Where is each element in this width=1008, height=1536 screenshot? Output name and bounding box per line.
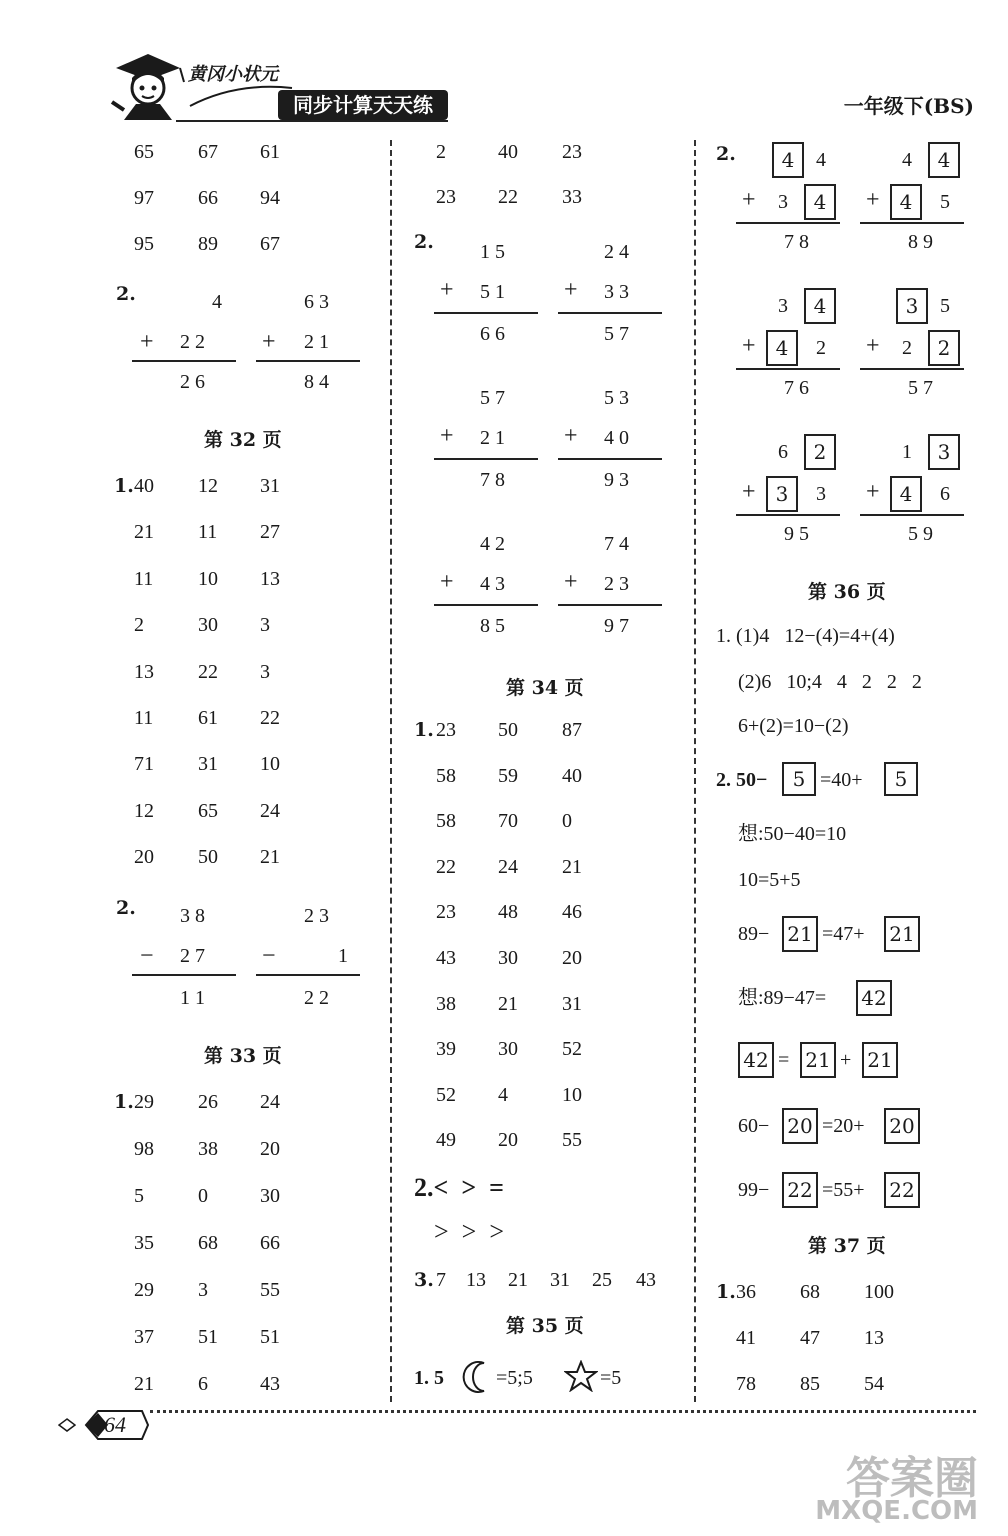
sum-line xyxy=(860,368,964,370)
sum: 8 9 xyxy=(908,231,933,253)
addend-top: 1 5 xyxy=(480,241,505,263)
digit: 6 xyxy=(778,441,788,463)
sum-line xyxy=(434,458,538,460)
answer-cell: 33 xyxy=(562,186,582,208)
addend-bottom: 3 3 xyxy=(604,281,629,303)
operator: + xyxy=(564,569,578,595)
answer-cell: 51 xyxy=(260,1326,280,1348)
column-divider xyxy=(694,140,696,1402)
digit: 4 xyxy=(902,149,912,171)
logo-title: 黄冈小状元 xyxy=(188,64,278,85)
page-heading: 第 35 页 xyxy=(506,1315,584,1337)
operator: − xyxy=(262,943,276,969)
addend-bottom: 5 1 xyxy=(480,281,505,303)
answer-box: 3 xyxy=(896,288,928,324)
answer-cell: 40 xyxy=(562,764,582,787)
sum-line xyxy=(434,312,538,314)
answer-line: 6+(2)=10−(2) xyxy=(738,715,849,737)
answer-cell: 23 xyxy=(436,901,456,924)
answer-cell: 21 xyxy=(498,992,518,1015)
answer-box: 4 xyxy=(890,476,922,512)
answer-cell: 52 xyxy=(562,1038,582,1061)
difference-line xyxy=(256,974,360,976)
sum-line xyxy=(558,312,662,314)
answer-text: =5 xyxy=(600,1367,622,1389)
answer-box: 2 xyxy=(928,330,960,366)
answer-cell: 21 xyxy=(260,846,280,869)
question-label: 1. xyxy=(114,1091,134,1113)
operator: − xyxy=(140,943,154,969)
minuend: 2 3 xyxy=(304,905,329,927)
answer-cell: 22 xyxy=(498,186,518,208)
answer-cell: 58 xyxy=(436,810,456,833)
watermark-url: MXQE.COM xyxy=(815,1496,978,1526)
subtrahend: 1 xyxy=(338,945,348,967)
answer-cell: 39 xyxy=(436,1038,456,1061)
answer-cell: 50 xyxy=(198,846,218,869)
answer-cell: 21 xyxy=(562,855,582,878)
answer-cell: 31 xyxy=(562,992,582,1015)
answer-box: 2 xyxy=(804,434,836,470)
page-heading: 第 37 页 xyxy=(808,1235,886,1257)
answer-cell: 98 xyxy=(134,1138,154,1160)
answer-cell: 2 xyxy=(134,614,144,637)
digit: 5 xyxy=(940,191,950,213)
sum-line xyxy=(558,604,662,606)
question-label: 1. xyxy=(414,719,434,741)
sum-line xyxy=(736,368,840,370)
answer-cell: 23 xyxy=(562,141,582,163)
answer-box: 21 xyxy=(782,916,818,952)
equation-text: = xyxy=(778,1049,790,1071)
answer-cell: 31 xyxy=(198,753,218,776)
answer-cell: 22 xyxy=(198,660,218,683)
operator: + xyxy=(440,423,454,449)
answer-cell: 65 xyxy=(198,799,218,822)
answer-cell: 68 xyxy=(198,1232,218,1254)
answer-box: 21 xyxy=(862,1042,898,1078)
addend-top: 7 4 xyxy=(604,533,629,555)
answer-cell: 11 xyxy=(198,521,218,544)
answer-cell: 55 xyxy=(562,1129,582,1152)
star-icon xyxy=(564,1360,598,1392)
sum-line xyxy=(558,458,662,460)
answer-cell: 85 xyxy=(800,1373,820,1395)
operator: + xyxy=(742,479,756,505)
answer-cell: 23 xyxy=(436,186,456,208)
answer-box: 42 xyxy=(738,1042,774,1078)
equation-text: =40+ xyxy=(820,769,863,791)
answer-box: 5 xyxy=(884,762,918,796)
equation-text: =20+ xyxy=(822,1115,865,1137)
subtrahend: 2 7 xyxy=(180,945,205,967)
answer-cell: 11 xyxy=(134,707,154,729)
answer-line: 1. (1)4 12−(4)=4+(4) xyxy=(716,625,895,647)
answer-cell: 61 xyxy=(198,707,218,729)
answer-box: 5 xyxy=(782,762,816,796)
answer-cell: 3 xyxy=(260,614,270,637)
sum-line xyxy=(256,360,360,362)
answer-cell: 70 xyxy=(498,810,518,833)
digit: 2 xyxy=(816,337,826,359)
answer-text: =5;5 xyxy=(496,1367,533,1389)
moon-icon xyxy=(462,1360,494,1394)
difference: 2 2 xyxy=(304,987,329,1009)
addend-top: 4 2 xyxy=(480,533,505,555)
question-label: 2. xyxy=(716,143,736,165)
digit: 3 xyxy=(778,295,788,317)
answer-box: 42 xyxy=(856,980,892,1016)
answer-cell: 30 xyxy=(260,1185,280,1207)
answer-box: 4 xyxy=(928,142,960,178)
answer-cell: 31 xyxy=(550,1269,570,1291)
answer-cell: 78 xyxy=(736,1373,756,1395)
addend-top: 6 3 xyxy=(304,291,329,313)
answer-cell: 40 xyxy=(498,141,518,163)
addend-top: 5 3 xyxy=(604,387,629,409)
addend-top: 2 4 xyxy=(604,241,629,263)
operator: + xyxy=(140,329,154,355)
answer-box: 3 xyxy=(928,434,960,470)
answer-cell: 20 xyxy=(498,1129,518,1152)
sum: 7 8 xyxy=(480,469,505,491)
answer-cell: 20 xyxy=(260,1138,280,1160)
addend-bottom: 4 0 xyxy=(604,427,629,449)
mascot-icon xyxy=(106,50,190,124)
operator: + xyxy=(742,333,756,359)
answer-cell: 2 xyxy=(436,141,446,163)
sum: 5 7 xyxy=(604,323,629,345)
question-label: 1. xyxy=(114,475,134,497)
answer-cell: 24 xyxy=(498,855,518,878)
answer-cell: 46 xyxy=(562,901,582,924)
sum-line xyxy=(860,222,964,224)
page-heading: 第 34 页 xyxy=(506,677,584,699)
answer-cell: 5 xyxy=(134,1185,144,1207)
page-heading: 第 33 页 xyxy=(204,1045,282,1067)
sum-line xyxy=(434,604,538,606)
minuend: 3 8 xyxy=(180,905,205,927)
answer-cell: 47 xyxy=(800,1327,820,1349)
sum: 5 9 xyxy=(908,523,933,545)
answer-cell: 43 xyxy=(436,947,456,969)
answer-cell: 10 xyxy=(198,567,218,590)
think-line: 想:89−47= xyxy=(738,987,827,1009)
answer-cell: 13 xyxy=(466,1269,486,1291)
sum: 6 6 xyxy=(480,323,505,345)
sum: 5 7 xyxy=(908,377,933,399)
equation-text: + xyxy=(840,1049,852,1071)
answer-cell: 49 xyxy=(436,1129,456,1152)
sum-line xyxy=(132,360,236,362)
question-label: 1. xyxy=(716,1281,736,1303)
answer-cell: 97 xyxy=(134,187,154,209)
operator: + xyxy=(262,329,276,355)
answer-cell: 100 xyxy=(864,1281,894,1303)
answer-cell: 35 xyxy=(134,1232,154,1254)
answer-cell: 36 xyxy=(736,1281,756,1303)
operator: + xyxy=(440,277,454,303)
answer-cell: 10 xyxy=(260,753,280,776)
answer-cell: 40 xyxy=(134,475,154,497)
operator: + xyxy=(564,423,578,449)
answer-text: 1. 5 xyxy=(414,1367,444,1389)
answer-cell: 10 xyxy=(562,1083,582,1106)
answer-cell: 54 xyxy=(864,1373,884,1395)
operator: + xyxy=(866,333,880,359)
answer-cell: 30 xyxy=(498,1038,518,1061)
answer-cell: 29 xyxy=(134,1279,154,1301)
addend-top: 4 xyxy=(212,291,222,313)
answer-box: 22 xyxy=(782,1172,818,1208)
answer-cell: 21 xyxy=(134,521,154,544)
question-label: 2. xyxy=(414,231,434,253)
comparison-row: > > > xyxy=(434,1217,504,1246)
addend-top: 5 7 xyxy=(480,387,505,409)
answer-box: 21 xyxy=(800,1042,836,1078)
answer-cell: 66 xyxy=(260,1232,280,1254)
digit: 6 xyxy=(940,483,950,505)
answer-cell: 58 xyxy=(436,764,456,787)
page-heading: 第 32 页 xyxy=(204,429,282,451)
answer-cell: 30 xyxy=(498,947,518,969)
answer-cell: 67 xyxy=(260,233,280,255)
equation-text: 60− xyxy=(738,1115,770,1137)
equation-text: =47+ xyxy=(822,923,865,945)
digit: 5 xyxy=(940,295,950,317)
answer-box: 4 xyxy=(804,184,836,220)
answer-box: 3 xyxy=(766,476,798,512)
operator: + xyxy=(866,187,880,213)
equation-text: =55+ xyxy=(822,1179,865,1201)
answer-cell: 51 xyxy=(198,1326,218,1348)
answer-box: 20 xyxy=(782,1108,818,1144)
addend-bottom: 2 2 xyxy=(180,331,205,353)
addend-bottom: 4 3 xyxy=(480,573,505,595)
watermark-logo: 答案圈 xyxy=(846,1453,978,1504)
sum: 9 3 xyxy=(604,469,629,491)
think-line: 想:50−40=10 xyxy=(738,823,847,845)
sum: 8 5 xyxy=(480,615,505,637)
answer-cell: 21 xyxy=(134,1373,154,1395)
answer-cell: 3 xyxy=(260,660,270,683)
answer-box: 4 xyxy=(766,330,798,366)
answer-cell: 12 xyxy=(134,799,154,822)
answer-cell: 0 xyxy=(198,1185,208,1207)
operator: + xyxy=(564,277,578,303)
answer-cell: 52 xyxy=(436,1083,456,1106)
answer-cell: 67 xyxy=(198,141,218,163)
answer-cell: 87 xyxy=(562,719,582,741)
answer-cell: 25 xyxy=(592,1269,612,1291)
footer-dotted-rule xyxy=(150,1410,976,1413)
answer-cell: 95 xyxy=(134,233,154,255)
addend-bottom: 2 1 xyxy=(304,331,329,353)
answer-cell: 30 xyxy=(198,614,218,637)
addend-bottom: 2 1 xyxy=(480,427,505,449)
answer-cell: 38 xyxy=(198,1138,218,1160)
answer-cell: 43 xyxy=(260,1373,280,1395)
answer-cell: 61 xyxy=(260,141,280,163)
answer-cell: 21 xyxy=(508,1269,528,1291)
question-label: 3. xyxy=(414,1269,434,1291)
answer-cell: 43 xyxy=(636,1269,656,1291)
equation-text: 89− xyxy=(738,923,770,945)
digit: 4 xyxy=(816,149,826,171)
equation-text: 99− xyxy=(738,1179,770,1201)
answer-cell: 3 xyxy=(198,1279,208,1301)
answer-cell: 7 xyxy=(436,1269,446,1291)
answer-cell: 24 xyxy=(260,1091,280,1113)
digit: 3 xyxy=(778,191,788,213)
sum-line xyxy=(860,514,964,516)
sum: 2 6 xyxy=(180,371,205,393)
answer-cell: 13 xyxy=(260,567,280,590)
answer-cell: 20 xyxy=(562,947,582,969)
digit: 2 xyxy=(902,337,912,359)
operator: + xyxy=(440,569,454,595)
difference: 1 1 xyxy=(180,987,205,1009)
answer-cell: 66 xyxy=(198,187,218,209)
answer-cell: 11 xyxy=(134,567,154,590)
answer-cell: 68 xyxy=(800,1281,820,1303)
answer-cell: 6 xyxy=(198,1373,208,1395)
answer-cell: 50 xyxy=(498,719,518,741)
answer-box: 22 xyxy=(884,1172,920,1208)
answer-cell: 27 xyxy=(260,521,280,544)
addend-bottom: 2 3 xyxy=(604,573,629,595)
answer-box: 4 xyxy=(890,184,922,220)
digit: 1 xyxy=(902,441,912,463)
answer-cell: 13 xyxy=(134,660,154,683)
answer-cell: 13 xyxy=(864,1327,884,1349)
answer-cell: 23 xyxy=(436,719,456,741)
page-number: 64 xyxy=(104,1412,126,1437)
answer-cell: 20 xyxy=(134,846,154,869)
answer-cell: 12 xyxy=(198,475,218,497)
answer-cell: 24 xyxy=(260,799,280,822)
answer-cell: 22 xyxy=(436,855,456,878)
header-banner: 同步计算天天练 xyxy=(278,90,448,120)
digit: 3 xyxy=(816,483,826,505)
sum: 7 8 xyxy=(784,231,809,253)
answer-box: 21 xyxy=(884,916,920,952)
sum: 9 5 xyxy=(784,523,809,545)
question-label: 2. xyxy=(116,897,136,919)
answer-cell: 48 xyxy=(498,901,518,924)
answer-box: 20 xyxy=(884,1108,920,1144)
answer-cell: 89 xyxy=(198,233,218,255)
answer-cell: 65 xyxy=(134,141,154,163)
answer-cell: 37 xyxy=(134,1326,154,1348)
operator: + xyxy=(742,187,756,213)
grade-label: 一年级下(BS) xyxy=(843,94,974,118)
answer-cell: 22 xyxy=(260,707,280,729)
answer-cell: 29 xyxy=(134,1091,154,1113)
answer-line: (2)6 10;4 4 2 2 2 xyxy=(738,671,922,693)
answer-cell: 38 xyxy=(436,992,456,1015)
difference-line xyxy=(132,974,236,976)
sum-line xyxy=(736,514,840,516)
answer-cell: 41 xyxy=(736,1327,756,1349)
answer-cell: 4 xyxy=(498,1083,508,1106)
column-divider xyxy=(390,140,392,1402)
think-line: 10=5+5 xyxy=(738,869,801,891)
answer-cell: 26 xyxy=(198,1091,218,1113)
comparison-row: 2.< > = xyxy=(414,1173,504,1202)
diamond-icon xyxy=(58,1418,76,1432)
page-heading: 第 36 页 xyxy=(808,581,886,603)
answer-cell: 31 xyxy=(260,475,280,497)
answer-cell: 94 xyxy=(260,187,280,209)
question-label: 2. xyxy=(116,283,136,305)
operator: + xyxy=(866,479,880,505)
sum: 7 6 xyxy=(784,377,809,399)
header-rule xyxy=(176,120,448,122)
equation-label: 2. 50− xyxy=(716,769,768,791)
answer-cell: 71 xyxy=(134,753,154,776)
sum: 9 7 xyxy=(604,615,629,637)
answer-cell: 55 xyxy=(260,1279,280,1301)
sum-line xyxy=(736,222,840,224)
answer-box: 4 xyxy=(804,288,836,324)
sum: 8 4 xyxy=(304,371,329,393)
answer-box: 4 xyxy=(772,142,804,178)
answer-cell: 59 xyxy=(498,764,518,787)
answer-cell: 0 xyxy=(562,810,572,833)
